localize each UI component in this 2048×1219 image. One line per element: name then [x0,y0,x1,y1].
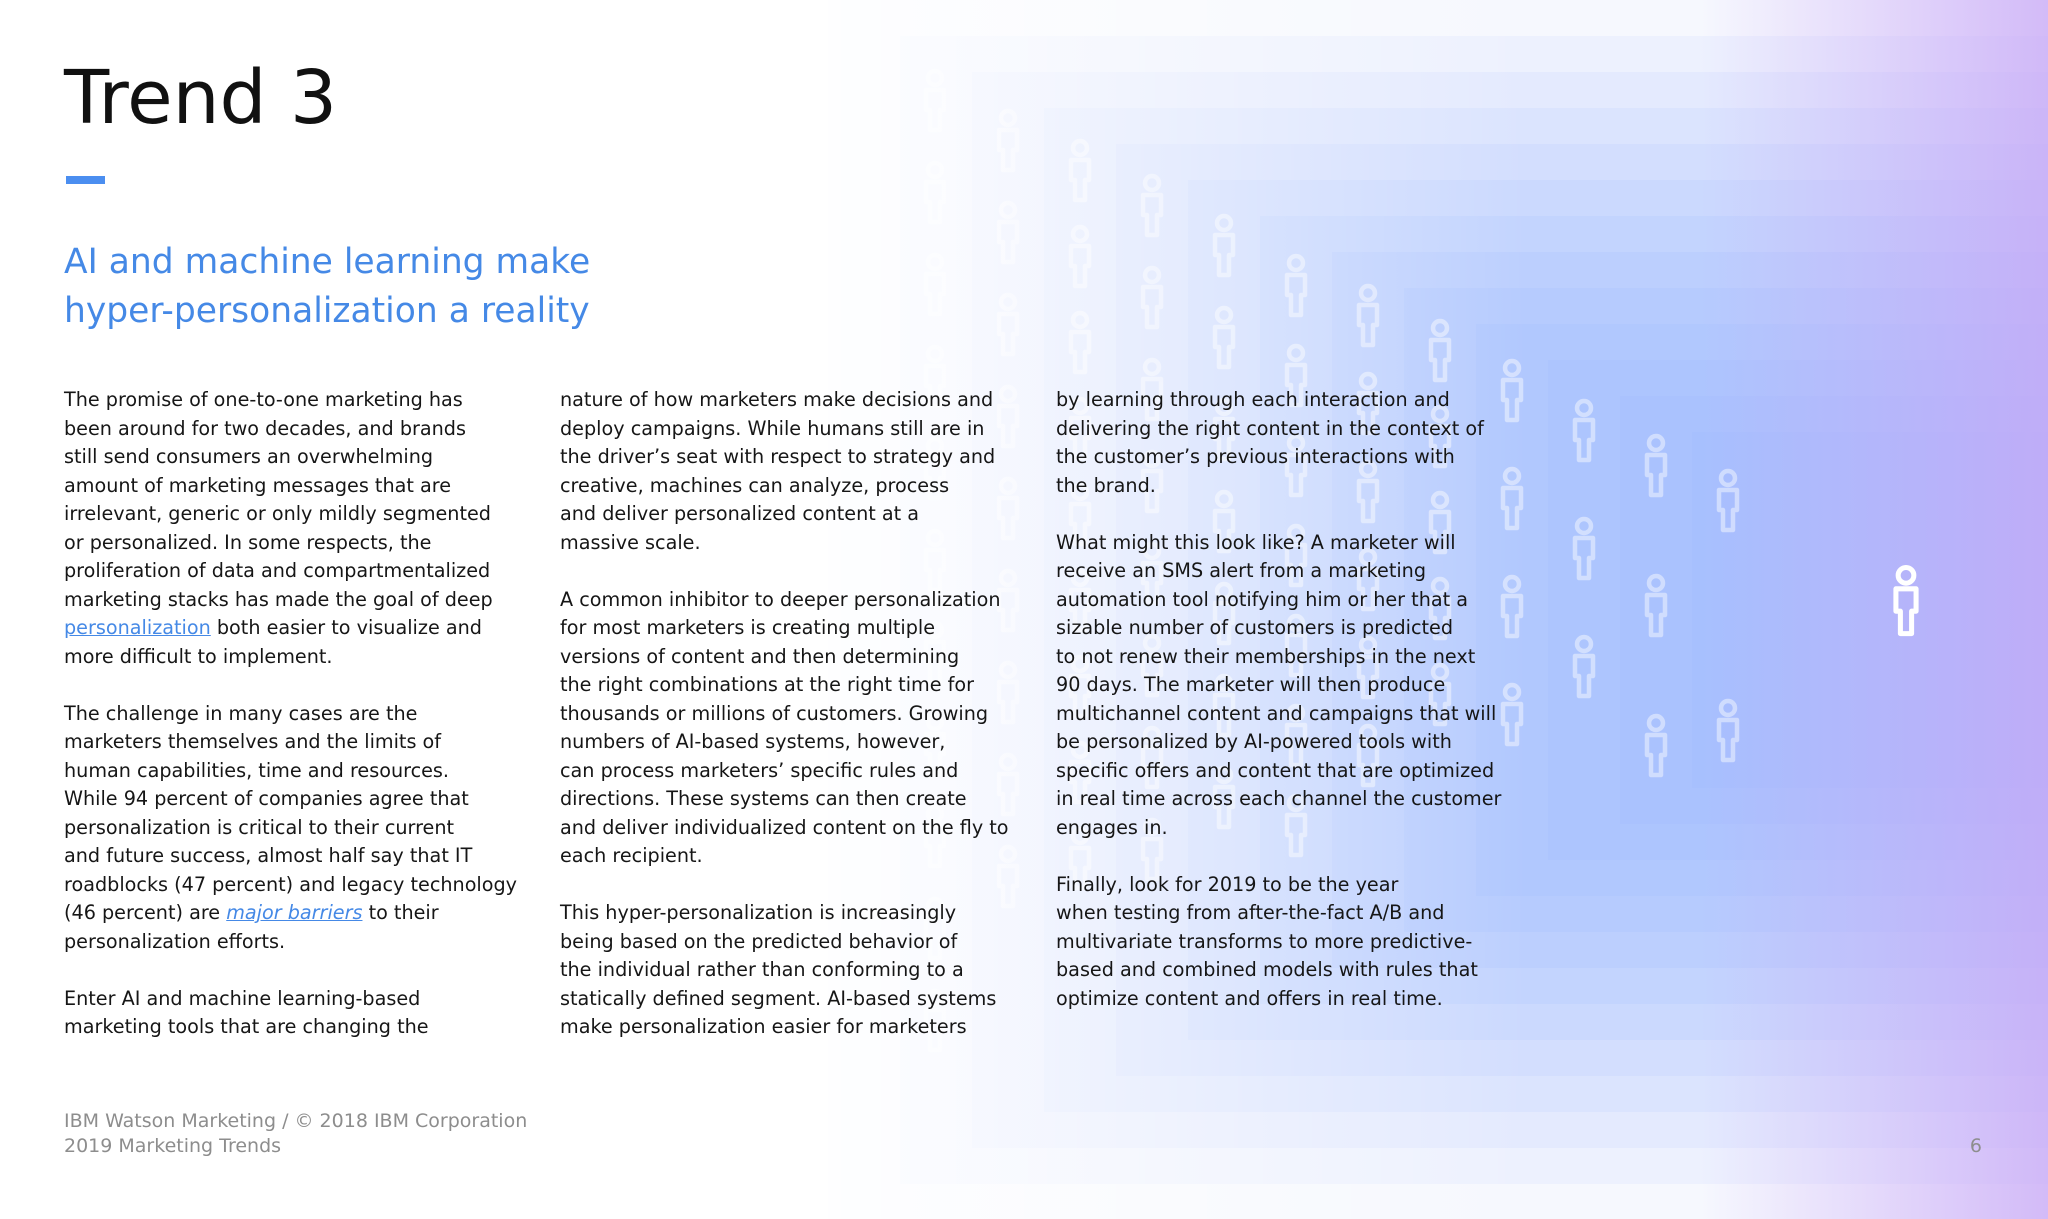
text-line: Finally, look for 2019 to be the year [1056,872,1399,896]
text-line: The promise of one-to-one marketing has [64,388,463,411]
text-line: optimize content and offers in real time. [1056,986,1443,1010]
paragraph [64,985,534,1042]
text-column-1 [64,386,534,1070]
text-line: the right combinations at the right time for [560,673,975,696]
text-line: roadblocks (47 percent) and legacy technology [64,872,518,896]
text-line: versions of content and then determining [560,644,960,668]
text-line: creative, machines can analyze, process [560,473,950,497]
text-line: personalization efforts. [64,929,286,953]
text-line: the individual rather than conforming to a [560,958,964,981]
text-line: or personalized. In some respects, the [64,530,432,554]
text-line: thousands or millions of customers. Growing [560,701,989,725]
text-line: specific offers and content that are optimized [1056,758,1495,782]
paragraph [560,386,1030,557]
paragraph [1056,529,1526,843]
text-line: statically defined segment. AI-based systems [560,986,997,1010]
text-line: the brand. [1056,473,1156,497]
paragraph [560,586,1030,871]
text-line: irrelevant, generic or only mildly segmented [64,502,491,525]
text-line: and deliver individualized content on the fly to [560,815,1009,839]
text-line: by learning through each interaction and [1056,388,1450,411]
text-line: 90 days. The marketer will then produce [1056,673,1446,696]
text-line: deploy campaigns. While humans still are in [560,416,985,440]
text-fragment: to their [362,901,439,924]
text-line: proliferation of data and compartmentalized [64,559,491,582]
text-line: automation tool notifying him or her that a [1056,587,1468,611]
paragraph [560,899,1030,1042]
text-line: and deliver personalized content at a [560,502,920,525]
text-line: in real time across each channel the customer [1056,787,1502,810]
text-line: Enter AI and machine learning-based [64,986,421,1010]
text-line: directions. These systems can then create [560,787,967,810]
text-line: While 94 percent of companies agree that [64,787,469,810]
footer-document-title: 2019 Marketing Trends [64,1135,282,1157]
text-line: massive scale. [560,530,701,554]
text-line: personalization is critical to their current [64,815,455,839]
text-fragment: (46 percent) are [64,901,227,924]
text-line: still send consumers an overwhelming [64,445,434,468]
subtitle [64,238,704,336]
text-line: the customer’s previous interactions with [1056,445,1455,468]
footer-copyright: IBM Watson Marketing / © 2018 IBM Corporation [64,1110,528,1132]
text-line: make personalization easier for marketers [560,1015,967,1038]
text-line: What might this look like? A marketer will [1056,530,1456,554]
text-line: numbers of AI-based systems, however, [560,730,946,753]
text-line: delivering the right content in the context of [1056,416,1484,440]
text-line: each recipient. [560,844,703,867]
text-line: more difficult to implement. [64,644,333,668]
text-line: The challenge in many cases are the [64,701,418,725]
paragraph [1056,386,1526,500]
paragraph [64,700,534,957]
text-column-2 [560,386,1030,1070]
text-line: marketers themselves and the limits of [64,730,442,753]
text-line: human capabilities, time and resources. [64,758,450,782]
text-line: can process marketers’ specific rules and [560,758,959,782]
text-line: when testing from after-the-fact A/B and [1056,901,1445,924]
page-number: 6 [1969,1135,1982,1157]
text-line: multichannel content and campaigns that will [1056,701,1497,725]
text-line: nature of how marketers make decisions and [560,388,994,411]
text-line: for most marketers is creating multiple [560,616,936,639]
text-line: to not renew their memberships in the next [1056,644,1476,668]
text-line [64,899,534,928]
footer [64,1109,527,1159]
text-line: A common inhibitor to deeper personalization [560,587,1001,611]
paragraph [64,386,534,671]
text-line: being based on the predicted behavior of [560,929,958,953]
text-line: the driver’s seat with respect to strategy and [560,445,996,468]
major-barriers-link[interactable]: major barriers [226,901,363,924]
accent-bar [66,176,105,184]
text-line: based and combined models with rules that [1056,958,1478,981]
text-line: engages in. [1056,815,1168,839]
text-line: be personalized by AI-powered tools with [1056,730,1452,753]
paragraph [1056,871,1526,1014]
text-line: been around for two decades, and brands [64,416,466,440]
text-line [64,614,534,643]
page-title: Trend 3 [64,55,338,141]
text-line: marketing stacks has made the goal of deep [64,587,493,611]
text-line: amount of marketing messages that are [64,473,452,497]
art-glow [1700,0,2048,1219]
text-line: marketing tools that are changing the [64,1015,429,1038]
text-column-3 [1056,386,1526,1042]
personalization-link[interactable]: personalization [64,616,211,639]
text-fragment: both easier to visualize and [210,616,482,639]
text-line: multivariate transforms to more predictive- [1056,929,1473,953]
text-line: and future success, almost half say that IT [64,844,473,867]
text-line: sizable number of customers is predicted [1056,616,1454,639]
text-line: This hyper-personalization is increasingly [560,901,957,924]
subtitle-line-1: AI and machine learning make [64,242,591,282]
subtitle-line-2: hyper-personalization a reality [64,291,590,331]
text-line: receive an SMS alert from a marketing [1056,559,1427,582]
